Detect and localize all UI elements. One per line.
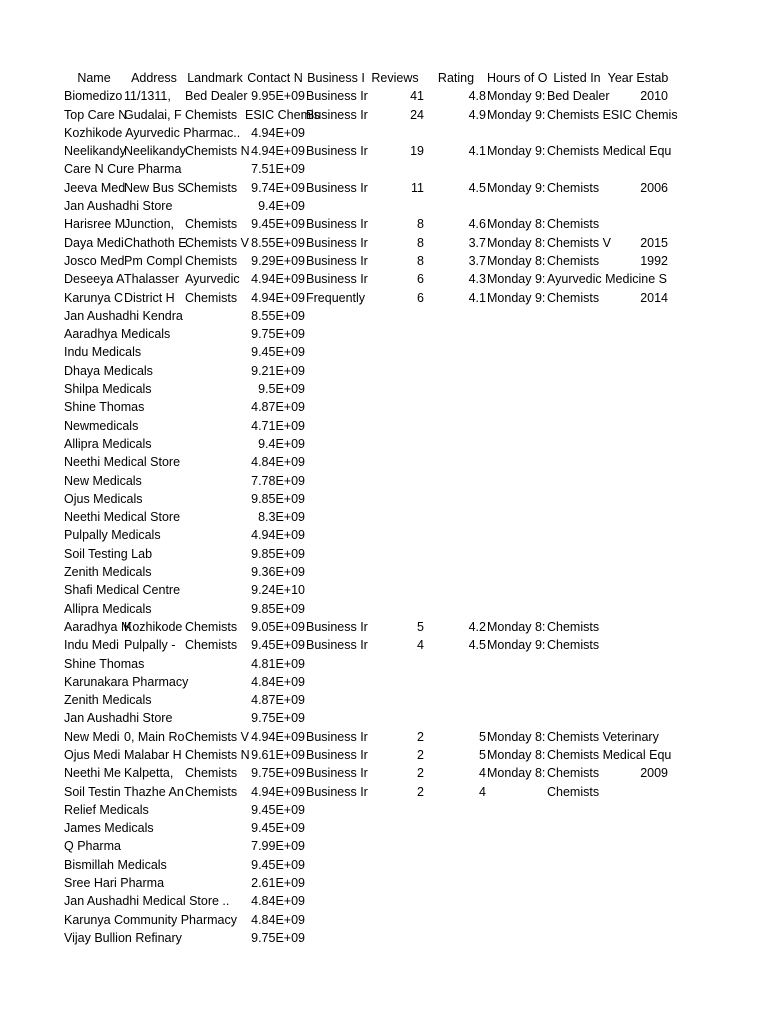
cell-name: Shine Thomas [64,656,145,671]
cell-contact: 4.84E+09 [251,912,305,927]
cell-name: Allipra Medicals [64,601,152,616]
cell-reviews: 2 [417,747,424,762]
cell-rating: 4 [479,766,486,781]
cell-listed: Chemists [547,619,600,634]
cell-name: Jan Aushadhi Kendra [64,308,183,323]
cell-listed: Chemists [547,766,600,781]
cell-contact: 9.45E+09 [251,638,305,653]
cell-rating: 4.1 [468,290,486,305]
cell-name: Jan Aushadhi Medical Store .. [64,894,230,909]
cell-reviews: 8 [417,235,424,250]
cell-listed: Chemists [547,784,600,799]
cell-hours: Monday 9: [487,638,546,653]
cell-name: Josco Med [64,253,125,268]
cell-business: Business Ir [306,272,368,287]
cell-contact: 4.87E+09 [251,693,305,708]
cell-hours: Monday 8: [487,747,546,762]
cell-name: Soil Testin [64,784,121,799]
cell-contact: 2.61E+09 [251,876,305,891]
cell-landmark: Chemists N [185,747,250,762]
cell-rating: 4.2 [468,619,486,634]
cell-name: Karunya Community Pharmacy [64,912,237,927]
cell-address: Kozhikode [124,619,183,634]
cell-name: Jan Aushadhi Store [64,199,173,214]
cell-landmark: Chemists [185,619,238,634]
cell-rating: 4.6 [468,217,486,232]
cell-contact: 9.95E+09 [251,89,305,104]
cell-contact: 7.78E+09 [251,473,305,488]
cell-name: Jeeva Med [64,180,126,195]
cell-contact: 4.94E+09 [251,125,305,140]
cell-name: Relief Medicals [64,802,149,817]
cell-business: Business Ir [306,144,368,159]
cell-name: Indu Medicals [64,345,142,360]
cell-business: Business Ir [306,784,368,799]
cell-reviews: 41 [410,89,424,104]
cell-contact: 4.81E+09 [251,656,305,671]
cell-listed: Chemists [547,290,600,305]
cell-year: 2010 [640,89,668,104]
cell-name: Neethi Medical Store [64,510,181,525]
cell-name: Aaradhya Medicals [64,327,171,342]
cell-contact: 9.75E+09 [251,930,305,945]
cell-rating: 4.3 [468,272,486,287]
cell-listed: Chemists [547,217,600,232]
cell-business: Business Ir [306,235,368,250]
cell-address: Neelikandy [124,144,186,159]
cell-contact: 9.45E+09 [251,217,305,232]
cell-contact: 4.84E+09 [251,894,305,909]
cell-rating: 4 [479,784,486,799]
cell-business: Business Ir [306,619,368,634]
cell-address: Thalasser [124,272,179,287]
column-header: Address [131,71,177,85]
cell-listed: Chemists Medical Equ [547,747,672,762]
cell-name: New Medi [64,729,120,744]
cell-listed: Bed Dealer [547,89,610,104]
cell-address: 11/1311, [124,89,171,104]
cell-contact: 9.61E+09 [251,747,305,762]
cell-name: Shine Thomas [64,400,145,415]
cell-business: Business Ir [306,217,368,232]
cell-name: Dhaya Medicals [64,363,153,378]
column-header: Landmark [187,71,243,85]
cell-address: Pm Compl [124,253,183,268]
cell-name: Care N Cure Pharma [64,162,182,177]
cell-contact: 4.94E+09 [251,528,305,543]
cell-hours: Monday 8: [487,619,546,634]
cell-name: Jan Aushadhi Store [64,711,173,726]
column-header: Business I [307,71,365,85]
cell-landmark: Chemists [185,766,238,781]
cell-listed: Chemists Medical Equ [547,144,672,159]
cell-address: Chathoth E [124,235,187,250]
cell-name: Ojus Medi [64,747,121,762]
cell-name: Q Pharma [64,839,121,854]
cell-contact: 9.75E+09 [251,711,305,726]
cell-landmark: Bed Dealer [185,89,248,104]
cell-name: Karunya C [64,290,124,305]
cell-rating: 4.1 [468,144,486,159]
cell-landmark: Chemists N [185,144,250,159]
cell-landmark: Chemists V [185,729,249,744]
cell-hours: Monday 8: [487,729,546,744]
cell-contact: ESIC Chemis [245,107,321,122]
cell-name: Daya Medi [64,235,124,250]
cell-address: Kalpetta, [124,766,174,781]
cell-address: New Bus S [124,180,186,195]
cell-reviews: 8 [417,217,424,232]
cell-hours: Monday 9: [487,144,546,159]
cell-rating: 3.7 [468,235,486,250]
cell-rating: 5 [479,747,486,762]
cell-business: Business Ir [306,766,368,781]
cell-name: Neelikandy [64,144,126,159]
cell-name: Zenith Medicals [64,565,152,580]
cell-landmark: Chemists [185,253,238,268]
cell-reviews: 2 [417,729,424,744]
cell-contact: 9.85E+09 [251,491,305,506]
cell-business: Business Ir [306,253,368,268]
cell-contact: 9.75E+09 [251,766,305,781]
cell-address: Gudalai, F [124,107,182,122]
cell-address: District H [124,290,175,305]
cell-hours: Monday 8: [487,253,546,268]
cell-name: Bismillah Medicals [64,857,167,872]
cell-contact: 7.51E+09 [251,162,305,177]
cell-address: Malabar H [124,747,182,762]
cell-contact: 9.4E+09 [258,199,305,214]
cell-contact: 4.94E+09 [251,784,305,799]
cell-name: Ojus Medicals [64,491,143,506]
cell-name: Aaradhya M [64,619,132,634]
cell-contact: 9.75E+09 [251,327,305,342]
cell-landmark: Chemists [185,107,238,122]
cell-reviews: 24 [410,107,424,122]
cell-contact: 4.87E+09 [251,400,305,415]
column-header: Name [77,71,111,85]
cell-hours: Monday 9: [487,89,546,104]
cell-listed: Chemists Veterinary [547,729,659,744]
cell-reviews: 5 [417,619,424,634]
cell-reviews: 8 [417,253,424,268]
cell-landmark: Chemists [185,217,238,232]
cell-contact: 9.85E+09 [251,546,305,561]
cell-reviews: 2 [417,784,424,799]
cell-rating: 4.8 [468,89,486,104]
cell-address: Pulpally - [124,638,176,653]
cell-hours: Monday 8: [487,766,546,781]
cell-landmark: Chemists [185,290,238,305]
cell-business: Frequently [306,290,366,305]
cell-landmark: Chemists V [185,235,249,250]
cell-name: Sree Hari Pharma [64,876,165,891]
cell-name: Zenith Medicals [64,693,152,708]
cell-landmark: Chemists [185,638,238,653]
cell-year: 2015 [640,235,668,250]
cell-reviews: 4 [417,638,424,653]
cell-contact: 8.55E+09 [251,308,305,323]
cell-listed: Chemists [547,180,600,195]
cell-hours: Monday 9: [487,290,546,305]
cell-year: 2006 [640,180,668,195]
cell-contact: 9.45E+09 [251,345,305,360]
cell-reviews: 11 [411,180,424,195]
cell-business: Business Ir [306,180,368,195]
cell-contact: 9.05E+09 [251,619,305,634]
cell-address: Junction, [124,217,175,232]
cell-business: Business Ir [306,747,368,762]
column-header: Hours of O [487,71,548,85]
cell-contact: 4.94E+09 [251,144,305,159]
cell-landmark: Chemists [185,784,238,799]
cell-name: Harisree M [64,217,126,232]
cell-name: Shafi Medical Centre [64,583,181,598]
cell-listed: Chemists [547,638,600,653]
cell-business: Business Ir [306,729,368,744]
cell-name: Biomedizo [64,89,123,104]
cell-name: Indu Medi [64,638,119,653]
cell-address: 0, Main Ro [124,729,185,744]
cell-reviews: 2 [417,766,424,781]
cell-contact: 7.99E+09 [251,839,305,854]
column-header: Reviews [371,71,419,85]
cell-rating: 5 [479,729,486,744]
cell-name: Neethi Medical Store [64,455,181,470]
cell-contact: 4.94E+09 [251,729,305,744]
cell-contact: 9.4E+09 [258,436,305,451]
cell-name: James Medicals [64,821,154,836]
cell-contact: 4.84E+09 [251,455,305,470]
cell-hours: Monday 8: [487,235,546,250]
cell-year: 2009 [640,766,668,781]
cell-hours: Monday 8: [487,217,546,232]
cell-landmark: Ayurvedic [185,272,240,287]
cell-rating: 3.7 [468,253,486,268]
cell-contact: 8.3E+09 [258,510,305,525]
cell-contact: 9.5E+09 [258,382,305,397]
cell-contact: 9.85E+09 [251,601,305,616]
cell-name: Top Care N [64,107,128,122]
cell-contact: 8.55E+09 [251,235,305,250]
cell-business: Business Ir [306,89,368,104]
cell-hours: Monday 9: [487,107,546,122]
cell-contact: 9.24E+10 [251,583,305,598]
cell-contact: 9.74E+09 [251,180,305,195]
cell-year: 1992 [640,253,668,268]
cell-listed: Chemists V [547,235,611,250]
cell-rating: 4.5 [468,180,486,195]
cell-business: Business Ir [306,107,368,122]
cell-name: Kozhikode Ayurvedic Pharmac.. [64,125,241,140]
cell-year: 2014 [640,290,668,305]
cell-contact: 9.36E+09 [251,565,305,580]
cell-address: Thazhe An [124,784,184,799]
cell-name: Deseeya A [64,272,125,287]
cell-contact: 4.71E+09 [251,418,305,433]
cell-name: Karunakara Pharmacy [64,674,189,689]
cell-name: Allipra Medicals [64,436,152,451]
column-header: Listed In [553,71,601,85]
cell-reviews: 19 [410,144,424,159]
column-header: Year Estab [607,71,669,85]
cell-hours: Monday 9: [487,272,546,287]
cell-name: Shilpa Medicals [64,382,152,397]
cell-landmark: Chemists [185,180,238,195]
cell-reviews: 6 [417,272,424,287]
cell-reviews: 6 [417,290,424,305]
cell-listed: Ayurvedic Medicine S [547,272,667,287]
cell-contact: 4.94E+09 [251,290,305,305]
cell-business: Business Ir [306,638,368,653]
cell-name: Neethi Me [64,766,121,781]
cell-listed: Chemists ESIC Chemis [547,107,678,122]
cell-rating: 4.9 [468,107,486,122]
cell-name: Pulpally Medicals [64,528,161,543]
cell-name: Newmedicals [64,418,139,433]
cell-contact: 9.45E+09 [251,857,305,872]
cell-hours: Monday 9: [487,180,546,195]
cell-contact: 9.21E+09 [251,363,305,378]
cell-contact: 9.45E+09 [251,821,305,836]
column-header: Contact N [247,71,303,85]
cell-name: New Medicals [64,473,142,488]
cell-contact: 4.94E+09 [251,272,305,287]
cell-name: Soil Testing Lab [64,546,153,561]
cell-contact: 4.84E+09 [251,674,305,689]
cell-contact: 9.45E+09 [251,802,305,817]
column-header: Rating [437,71,475,85]
cell-name: Vijay Bullion Refinary [64,930,182,945]
cell-rating: 4.5 [468,638,486,653]
cell-contact: 9.29E+09 [251,253,305,268]
cell-listed: Chemists [547,253,600,268]
